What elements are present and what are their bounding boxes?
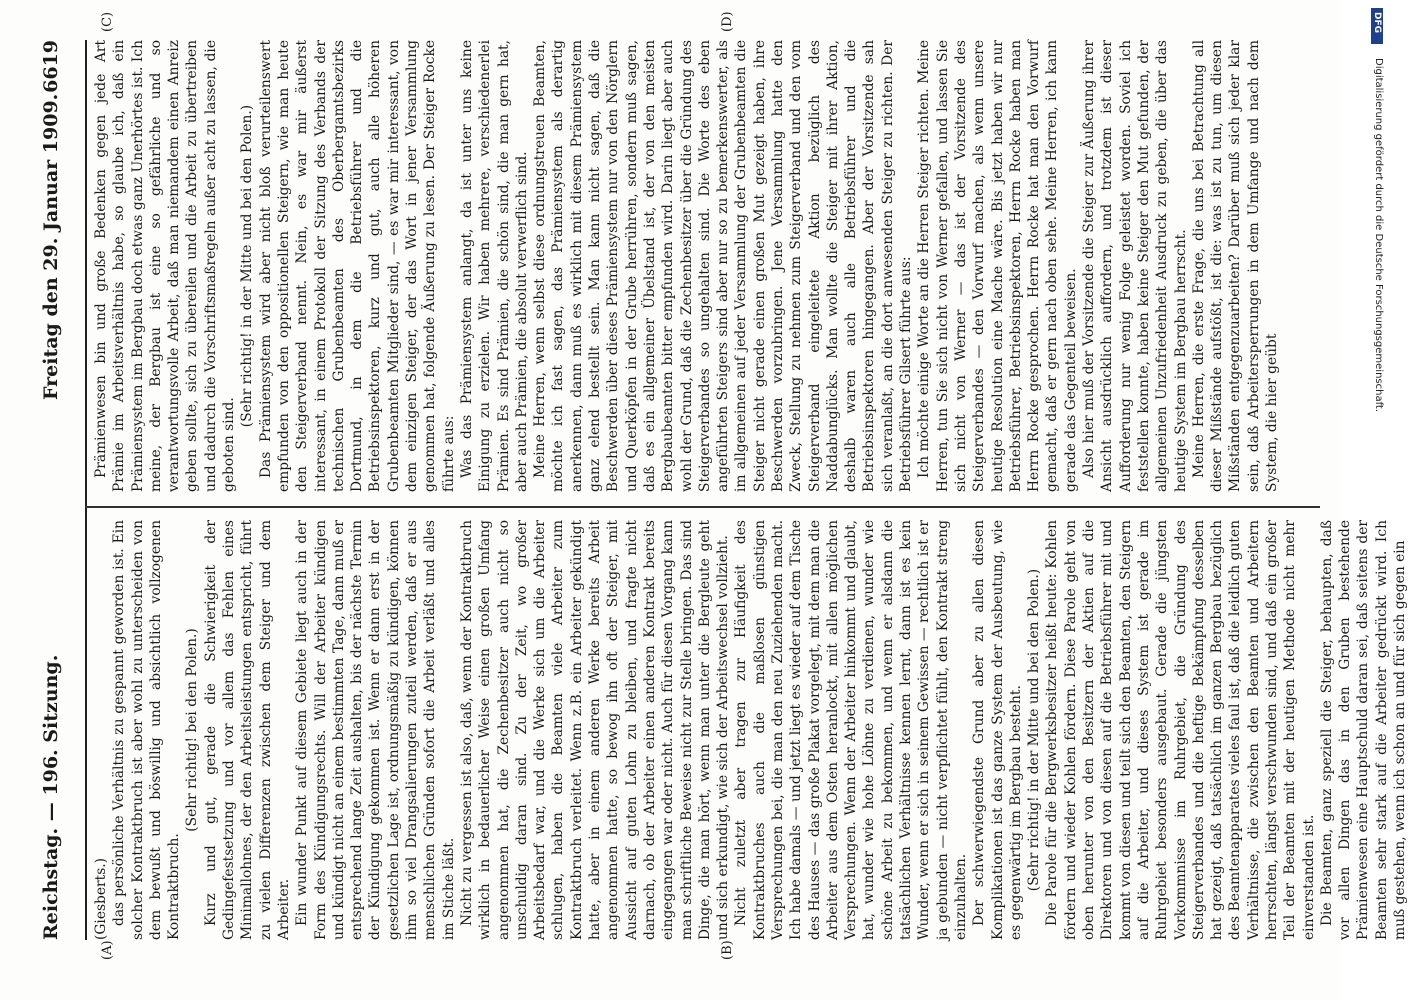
margin-marker-c: (C)	[100, 11, 115, 32]
paragraph: Kurz und gut, gerade die Schwierigkeit der Gedingefestsetzung und vor allem das Fehlen eines Minimallohnes, der den Arbeitsleistungen entspricht, führt zu vielen Differenzen zwischen dem Steiger und dem Arbeiter.	[202, 520, 292, 940]
page-header	[40, 40, 80, 940]
margin-marker-b: (B)	[720, 940, 735, 960]
left-column	[92, 520, 1409, 940]
paragraph: Meine Herren, die erste Frage, die uns bei Betrachtung all dieser Mißstände aufstößt, ist die: was ist zu tun, um diesen Mißständen entgegenzuarbeiten? Darüber muß sich jeder klar sein, daß Arbeitersperrungen in dem Umfange und nach dem System, die hier geübt	[1190, 40, 1280, 492]
paragraph: Ein wunder Punkt auf diesem Gebiete liegt auch in der Form des Kündigungsrechts. Will der Arbeiter kündigen und kündigt nicht an einem bestimmten Tage, dann muß er entsprechend lange Zeit aushalten, bis der nächste Termin der Kündigung gekommen ist. Wenn er dann erst in der gesetzlichen Lage ist, ordnungsmäßig zu kündigen, können ihm so viel Drangsalierungen zuteil werden, daß er aus menschlichen Gründen sofort die Arbeit verläßt und alles im Stiche läßt.	[294, 520, 457, 940]
paragraph: Die Beamten, ganz speziell die Steiger, behaupten, daß vor allen Dingen das in den Gruben bestehende Prämienwesen eine Hauptschuld daran sei, daß seitens der Beamten sehr stark auf die Arbeiter gedrückt wird. Ich muß gestehen, wenn ich schon an und für sich gegen ein	[1318, 520, 1409, 940]
interjection: (Sehr richtig! in der Mitte und bei den Polen.)	[239, 104, 256, 428]
margin-marker-d: (D)	[720, 11, 735, 32]
paragraph: Nicht zuletzt aber tragen zur Häufigkeit des Kontraktbruches auch die maßlosen günstigen Versprechungen bei, die man den neu Zuziehenden macht. Ich habe damals — und jetzt liegt es wieder auf dem Tische des Hauses — das große Plakat vorgelegt, mit dem man die Arbeiter aus dem Osten heranlockt, mit allen möglichen Versprechungen. Wenn der Arbeiter hinkommt und glaubt, hat, wunder wie hohe Löhne zu verdienen, wunder wie schöne Arbeit zu bekommen, und wenn er alsdann die tatsächlichen Verhältnisse kennen lernt, dann ist es kein Wunder, wenn er sich in seinem Gewissen — rechtlich ist er ja gebunden — nicht verpflichtet fühlt, den Kontrakt streng einzuhalten.	[733, 520, 969, 940]
paragraph: Was das Prämiensystem anlangt, da ist unter uns keine Einigung zu erzielen. Wir haben mehrere, verschiedenerlei Prämien. Es sind Prämien, die schön sind, die man gern hat, aber auch Prämien, die absolut verwerflich sind.	[458, 40, 530, 492]
interjection: (Sehr richtig! in der Mitte und bei den Polen.)	[1026, 568, 1043, 892]
paragraph: das persönliche Verhältnis zu gespannt geworden ist. Ein solcher Kontraktbruch ist aber wohl zu unterscheiden von dem bewußt und böswillig und absichtlich vollzogenen Kontraktbruch.	[111, 520, 183, 940]
interjection: (Sehr richtig! bei den Polen.)	[184, 628, 201, 832]
paragraph: Das Prämiensystem wird aber nicht bloß verurteilenswert empfunden von den oppositionellen Steigern, wie man heute den Steigerverband nennt. Nein, es war mir äußerst interessant, in einem Protokoll der Sitzung des Verbands der technischen Grubenbeamten des Oberbergamtsbezirks Dortmund, in dem die Betriebsführer und die Betriebsinspektoren, kurz und gut, auch alle höheren Grubenbeamten Mitglieder sind, — es war mir interessant, von dem einzigen Steiger, der das Wort in jener Versammlung genommen hat, folgende Äußerung zu lesen. Der Steiger Rocke führte aus:	[257, 40, 457, 492]
dfg-logo-text: DFG	[1372, 12, 1382, 34]
paragraph: Meine Herren, wenn selbst diese ordnungstreuen Beamten, möchte ich fast sagen, das Prämiensystem als derartig anerkennen, dann muß es wirklich mit diesem Prämiensystem ganz elend bestellt sein. Man kann nicht sagen, daß die Beschwerden über dieses Prämiensystem nur von den Nörglern und Querköpfen in der Grube herrühren, sondern muß sagen, daß es ein allgemeiner Übelstand ist, der von den meisten Bergbaubeamten bitter empfunden wird. Darin liegt aber auch wohl der Grund, daß die Zechenbesitzer über die Gründung des Steigerverbandes so ungehalten sind. Die Worte des eben angeführten Steigers sind aber nur so zu bemerkenswerter, als im allgemeinen auf jeder Versammlung der Grubenbeamten die Steiger nicht gerade einen großen Mut gezeigt haben, ihre Beschwerden vorzubringen. Jene Versammlung hatte den Zweck, Stellung zu nehmen zum Steigerverband und den vom Steigerverband eingeleitete Aktion bezüglich des Naddabunglücks. Man wollte die Steiger mit ihrer Aktion, deshalb waren auch alle Betriebsführer und die Betriebsinspektoren hingegangen. Aber der Vorsitzende sah sich veranlaßt, an die dort anwesenden Steiger zu richten. Der Betriebsführer Gilsert führte aus:	[532, 40, 915, 492]
speaker-name: (Giesberts.)	[93, 857, 109, 940]
paragraph: Der schwerwiegendste Grund aber zu allen diesen Komplikationen ist das ganze System der Ausbeutung, wie es gegenwärtig im Bergbau besteht.	[971, 520, 1024, 940]
paragraph: Nicht zu vergessen ist also, daß, wenn der Kontraktbruch wirklich in bedauerlicher Weise einen großen Umfang angenommen hat, die Zechenbesitzer auch nicht so unschuldig daran sind. Zu der Zeit, wo großer Arbeitsbedarf war, und die Werke sich um die Arbeiter schlugen, haben die Beamten viele Arbeiter zum Kontraktbruch verleitet. Wenn z.B. ein Arbeiter gekündigt hatte, aber in einem anderen Werke bereits Arbeit angenommen hatte, so bewog ihn oft der Steiger, mit Aussicht auf guten Lohn zu bleiben, und fragte nicht darnach, ob der Arbeiter einen anderen Kontrakt bereits eingegangen war oder nicht. Auch für diesen Vorgang kann man schriftliche Beweise nicht zur Stelle bringen. Das sind Dinge, die man hört, wenn man unter die Bergleute geht und sich erkundigt, wie sich der Arbeitswechsel vollzieht.	[458, 520, 732, 940]
paragraph: Also hier muß der Vorsitzende die Steiger zur Äußerung ihrer Ansicht ausdrücklich auffordern, und trotzdem ist dieser Aufforderung nur wenig Folge geleistet worden. Soviel ich feststellen konnte, haben keine Steiger den Mut gefunden, der allgemeinen Unzufriedenheit Ausdruck zu geben, die über das heutige System im Bergbau herrscht.	[1081, 40, 1189, 492]
credit-text: Digitalisierung gefördert durch die Deutsche Forschungsgemeinschaft.	[1373, 58, 1384, 413]
issue-date: Freitag den 29. Januar 1909.	[40, 93, 62, 400]
page-number: 6619	[40, 40, 62, 93]
right-column	[92, 40, 1310, 492]
paragraph: Ich möchte einige Worte an die Herren Steiger richten. Meine Herren, tun Sie sich nicht von Werner gefallen, und lassen Sie sich nicht von Werner — das ist der Vorsitzende des Steigerverbandes — den Vorwurf machen, als wenn unsere heutige Resolution eine Mache wäre. Bis jetzt haben wir nur Betriebsführer, Betriebsinspektoren, Herrn Rocke haben man Herrn Rocke gesprochen. Herrn Rocke hat man den Vorwurf gemacht, daß er gern nach oben sehe. Meine Herren, ich kann gerade das Gegenteil beweisen.	[916, 40, 1079, 492]
paragraph: Die Parole für die Bergwerksbesitzer heißt heute: Kohlen fördern und wieder Kohlen fördern. Diese Parole geht von oben herunter von den Besitzern der Aktien auf die Direktoren und von diesen auf die Betriebsführer mit und kommt von diesen und teilt sich den Beamten, den Steigern auf die Arbeiter, und dieses System ist gerade im Ruhrgebiet besonders ausgebaut. Gerade die jüngsten Vorkommnisse im Ruhrgebiet, die Gründung des Steigerverbandes und die heftige Bekämpfung desselben hat gezeigt, daß tatsächlich im ganzen Bergbau bezüglich des Beamtenapparates vieles faul ist, daß die leidlich guten Verhältnisse, die zwischen den Beamten und Arbeitern herrschten, längst verschwunden sind, und daß ein großer Teil der Beamten mit der heutigen Methode nicht mehr einverstanden ist.	[1044, 520, 1317, 940]
digitization-credit	[1372, 10, 1386, 990]
running-title: Reichstag. — 196. Sitzung.	[40, 654, 62, 940]
margin-marker-a: (A)	[100, 940, 115, 960]
paragraph: Prämienwesen bin und große Bedenken gegen jede Art Prämie im Arbeitsverhältnis habe, so glaube ich, daß ein Prämiensystem im Bergbau doch etwas ganz Unerhörtes ist. Ich meine, der Bergbau ist eine so gefährliche und so verantwortungsvolle Arbeit, daß man niemandem einen Anreiz geben sollte, sich zu übereilen und die Arbeit zu übertreiben und dadurch die Vorschriftsmaßregeln außer acht zu lassen, die geboten sind.	[93, 40, 238, 492]
header-rule	[85, 40, 87, 940]
column-divider	[85, 506, 1320, 508]
